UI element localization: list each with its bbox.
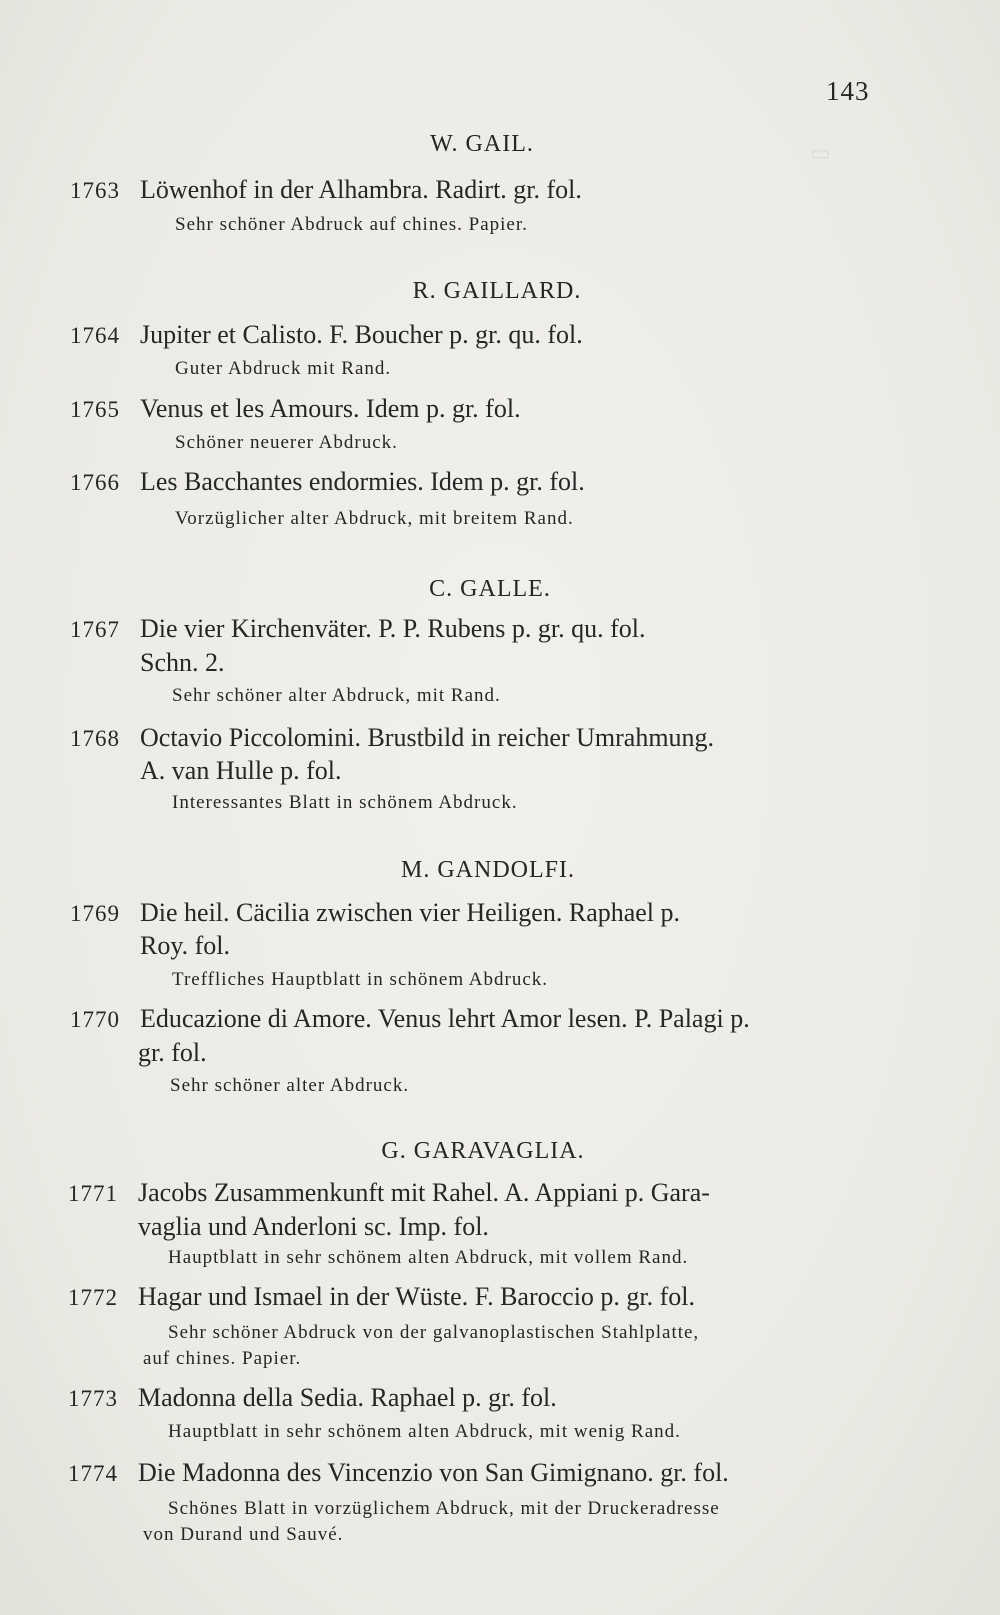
entry-title: Educazione di Amore. Venus lehrt Amor lesen. P. Palagi p. <box>140 1004 750 1033</box>
entry-note-continuation: von Durand und Sauvé. <box>143 1524 344 1545</box>
entry-title: Les Bacchantes endormies. Idem p. gr. fol. <box>140 467 585 496</box>
catalog-entry <box>68 1282 695 1312</box>
entry-title: Die Madonna des Vincenzio von San Gimignano. gr. fol. <box>138 1458 729 1487</box>
entry-note: Sehr schöner Abdruck auf chines. Papier. <box>175 214 528 235</box>
catalog-entry <box>70 898 680 928</box>
catalog-entry <box>68 1178 710 1208</box>
entry-note-continuation: auf chines. Papier. <box>143 1348 302 1369</box>
entry-number: 1767 <box>70 617 120 642</box>
entry-note: Treffliches Hauptblatt in schönem Abdruck. <box>172 969 549 990</box>
entry-title: Venus et les Amours. Idem p. gr. fol. <box>140 394 521 423</box>
entry-continuation: gr. fol. <box>138 1038 207 1067</box>
catalog-entry <box>70 723 714 753</box>
entry-number: 1771 <box>68 1181 118 1206</box>
entry-continuation: Schn. 2. <box>140 648 225 677</box>
entry-continuation: A. van Hulle p. fol. <box>140 756 342 785</box>
entry-continuation: Roy. fol. <box>140 931 231 960</box>
entry-note: Schönes Blatt in vorzüglichem Abdruck, mit der Druckeradresse <box>168 1498 720 1519</box>
entry-number: 1768 <box>70 726 120 751</box>
entry-note: Sehr schöner alter Abdruck, mit Rand. <box>172 685 501 706</box>
entry-number: 1765 <box>70 397 120 422</box>
section-heading: G. GARAVAGLIA. <box>381 1138 585 1164</box>
entry-title: Die vier Kirchenväter. P. P. Rubens p. gr. qu. fol. <box>140 614 646 643</box>
catalog-entry <box>70 467 585 497</box>
catalog-entry <box>68 1383 557 1413</box>
entry-title: Octavio Piccolomini. Brustbild in reicher Umrahmung. <box>140 723 715 752</box>
section-heading: W. GAIL. <box>430 131 534 157</box>
entry-number: 1763 <box>70 178 120 203</box>
entry-number: 1769 <box>70 901 120 926</box>
entry-note: Hauptblatt in sehr schönem alten Abdruck, mit vollem Rand. <box>168 1247 689 1268</box>
entry-note: Guter Abdruck mit Rand. <box>175 358 392 379</box>
entry-note: Sehr schöner Abdruck von der galvanoplastischen Stahlplatte, <box>168 1322 700 1343</box>
entry-note: Vorzüglicher alter Abdruck, mit breitem Rand. <box>175 508 574 529</box>
entry-title: Löwenhof in der Alhambra. Radirt. gr. fol. <box>140 175 582 204</box>
entry-title: Jupiter et Calisto. F. Boucher p. gr. qu. fol. <box>140 320 583 349</box>
entry-title: Madonna della Sedia. Raphael p. gr. fol. <box>138 1383 557 1412</box>
entry-note: Schöner neuerer Abdruck. <box>175 432 398 453</box>
entry-title: Hagar und Ismael in der Wüste. F. Baroccio p. gr. fol. <box>138 1282 696 1311</box>
page-number: 143 <box>826 76 870 106</box>
entry-continuation: vaglia und Anderloni sc. Imp. fol. <box>138 1212 489 1241</box>
entry-note: Sehr schöner alter Abdruck. <box>170 1075 410 1096</box>
entry-number: 1766 <box>70 470 120 495</box>
bleed-through-mark: ▭ <box>810 140 831 165</box>
catalog-entry <box>70 175 582 205</box>
entry-number: 1772 <box>68 1285 118 1310</box>
catalog-entry <box>70 1004 750 1034</box>
entry-number: 1773 <box>68 1386 118 1411</box>
section-heading: R. GAILLARD. <box>412 278 582 304</box>
catalog-entry <box>68 1458 729 1488</box>
catalog-entry <box>70 320 583 350</box>
catalog-entry <box>70 394 521 424</box>
section-heading: M. GANDOLFI. <box>401 857 575 883</box>
catalog-entry <box>70 614 646 644</box>
entry-number: 1764 <box>70 323 120 348</box>
entry-note: Interessantes Blatt in schönem Abdruck. <box>172 792 518 813</box>
entry-title: Die heil. Cäcilia zwischen vier Heiligen. Raphael p. <box>140 898 681 927</box>
entry-title: Jacobs Zusammenkunft mit Rahel. A. Appiani p. Gara- <box>138 1178 710 1207</box>
entry-number: 1774 <box>68 1461 118 1486</box>
entry-note: Hauptblatt in sehr schönem alten Abdruck, mit wenig Rand. <box>168 1421 681 1442</box>
entry-number: 1770 <box>70 1007 120 1032</box>
section-heading: C. GALLE. <box>429 576 551 602</box>
